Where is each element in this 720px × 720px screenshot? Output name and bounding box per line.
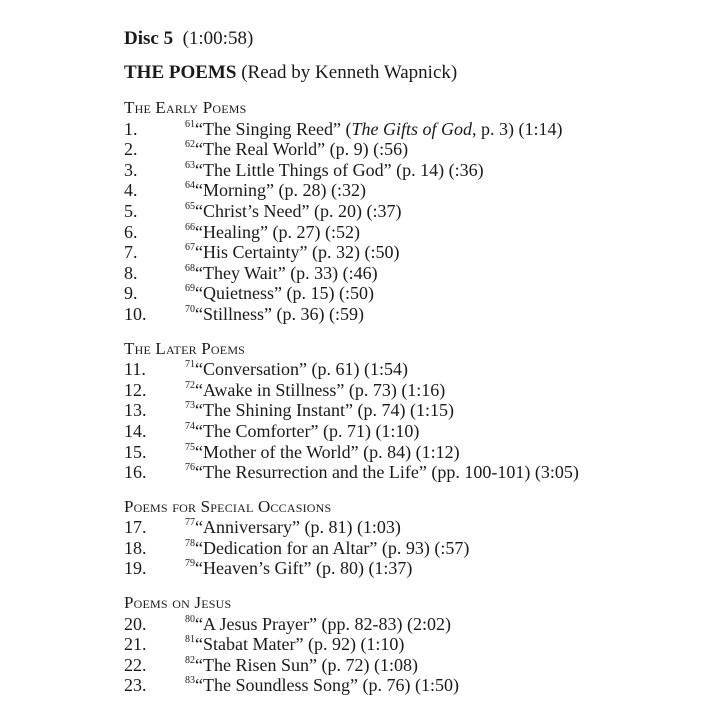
- footnote-marker: 80: [185, 613, 195, 625]
- track-number: 10.: [124, 303, 147, 324]
- track-body: [185, 359, 408, 380]
- track-number: 9.: [124, 283, 138, 304]
- reference-text: (p. 14) (:36): [391, 159, 484, 180]
- footnote-marker: 71: [185, 359, 195, 371]
- track-number: 5.: [124, 200, 138, 221]
- track-number: 17.: [124, 517, 147, 538]
- poems-reader: (Read by Kenneth Wapnick): [241, 62, 458, 83]
- track-entry: [124, 119, 714, 140]
- track-entry: [124, 558, 714, 579]
- track-entry: [124, 462, 714, 483]
- track-entry: [124, 634, 714, 655]
- poem-title: “Quietness”: [195, 283, 282, 304]
- footnote-marker: 76: [185, 462, 195, 474]
- track-entry: [124, 442, 714, 463]
- footnote-marker: 68: [185, 262, 195, 274]
- poem-title: “Mother of the World”: [195, 441, 359, 462]
- footnote-marker: 81: [185, 634, 195, 646]
- track-body: [185, 180, 366, 201]
- reference-text: (pp. 100-101) (3:05): [426, 462, 579, 483]
- track-body: [185, 283, 374, 304]
- poem-title: “Awake in Stillness”: [195, 379, 345, 400]
- poem-title: “The Risen Sun”: [195, 654, 317, 675]
- poem-title: “Christ’s Need”: [195, 200, 310, 221]
- reference-text: (p. 61) (1:54): [306, 359, 408, 380]
- footnote-marker: 75: [185, 441, 195, 453]
- reference-text-post: , p. 3) (1:14): [471, 118, 563, 139]
- poem-title: “Anniversary”: [195, 517, 300, 538]
- footnote-marker: 73: [185, 400, 195, 412]
- reference-text: (pp. 82-83) (2:02): [316, 613, 451, 634]
- sections-container: [124, 98, 714, 696]
- footnote-marker: 69: [185, 283, 195, 295]
- section-heading: The Later Poems: [124, 338, 246, 358]
- footnote-marker: 77: [185, 517, 195, 529]
- track-entry: [124, 263, 714, 284]
- poem-title: “The Little Things of God”: [195, 159, 392, 180]
- footnote-marker: 63: [185, 159, 195, 171]
- footnote-marker: 82: [185, 654, 195, 666]
- track-body: [185, 675, 459, 696]
- reference-text: (p. 74) (1:15): [352, 400, 454, 421]
- section: [124, 593, 714, 696]
- track-entry: [124, 222, 714, 243]
- reference-text: (p. 76) (1:50): [357, 675, 459, 696]
- poems-header: [124, 60, 714, 86]
- track-number: 23.: [124, 675, 147, 696]
- reference-text: (p. 36) (:59): [272, 303, 364, 324]
- track-body: [185, 558, 412, 579]
- track-number: 14.: [124, 420, 147, 441]
- poem-title: “The Resurrection and the Life”: [195, 462, 427, 483]
- reference-text: (p. 84) (1:12): [358, 441, 460, 462]
- poem-title: “They Wait”: [195, 262, 286, 283]
- disc-duration: (1:00:58): [182, 28, 254, 49]
- reference-text: (p. 92) (1:10): [303, 634, 405, 655]
- track-body: [185, 462, 579, 483]
- footnote-marker: 66: [185, 221, 195, 233]
- track-number: 8.: [124, 262, 138, 283]
- reference-text: (p. 93) (:57): [377, 537, 470, 558]
- track-number: 2.: [124, 139, 138, 160]
- poem-title: “Conversation”: [195, 359, 307, 380]
- track-body: [185, 222, 360, 243]
- reference-text: (: [340, 118, 352, 139]
- poem-title: “Stillness”: [195, 303, 272, 324]
- track-number: 11.: [124, 359, 146, 380]
- footnote-marker: 78: [185, 537, 195, 549]
- poem-title: “Stabat Mater”: [195, 634, 304, 655]
- track-body: [185, 160, 484, 181]
- poem-title: “Heaven’s Gift”: [195, 558, 312, 579]
- reference-text: (p. 72) (1:08): [316, 654, 418, 675]
- poem-title: “The Soundless Song”: [195, 675, 358, 696]
- reference-text: (p. 80) (1:37): [311, 558, 413, 579]
- track-body: [185, 655, 418, 676]
- track-entry: [124, 242, 714, 263]
- reference-text: (p. 73) (1:16): [344, 379, 446, 400]
- section: [124, 339, 714, 483]
- reference-text: (p. 32) (:50): [307, 242, 400, 263]
- section-heading: Poems on Jesus: [124, 593, 232, 613]
- track-entry: [124, 160, 714, 181]
- track-number: 4.: [124, 180, 138, 201]
- section-heading: Poems for Special Occasions: [124, 496, 332, 516]
- track-entry: [124, 359, 714, 380]
- track-entry: [124, 400, 714, 421]
- track-number: 16.: [124, 462, 147, 483]
- track-entry: [124, 180, 714, 201]
- section: [124, 98, 714, 325]
- poem-title: “The Comforter”: [195, 420, 319, 441]
- footnote-marker: 74: [185, 420, 195, 432]
- track-number: 20.: [124, 613, 147, 634]
- footnote-marker: 64: [185, 180, 195, 192]
- reference-text: (p. 20) (:37): [309, 200, 402, 221]
- track-number: 3.: [124, 159, 138, 180]
- track-entry: [124, 517, 714, 538]
- reference-text: (p. 27) (:52): [267, 221, 360, 242]
- track-entry: [124, 201, 714, 222]
- track-body: [185, 139, 408, 160]
- poems-heading: THE POEMS: [124, 62, 237, 83]
- reference-text: (p. 71) (1:10): [318, 420, 420, 441]
- track-entry: [124, 139, 714, 160]
- track-number: 22.: [124, 654, 147, 675]
- track-body: [185, 242, 399, 263]
- track-body: [185, 201, 401, 222]
- section-heading: The Early Poems: [124, 98, 247, 117]
- track-number: 6.: [124, 221, 138, 242]
- track-number: 12.: [124, 379, 147, 400]
- disc-header: [124, 26, 714, 52]
- track-body: [185, 263, 378, 284]
- track-entry: [124, 380, 714, 401]
- track-number: 18.: [124, 537, 147, 558]
- reference-text: (p. 81) (1:03): [299, 517, 401, 538]
- track-body: [185, 380, 445, 401]
- track-entry: [124, 283, 714, 304]
- track-body: [185, 442, 460, 463]
- track-number: 1.: [124, 118, 138, 139]
- poem-title: “The Real World”: [195, 139, 326, 160]
- track-body: [185, 517, 401, 538]
- track-entry: [124, 655, 714, 676]
- footnote-marker: 72: [185, 379, 195, 391]
- track-entry: [124, 614, 714, 635]
- poem-title: “The Shining Instant”: [195, 400, 353, 421]
- poem-title: “Dedication for an Altar”: [195, 537, 378, 558]
- track-body: [185, 614, 451, 635]
- footnote-marker: 67: [185, 242, 195, 254]
- track-number: 7.: [124, 242, 138, 263]
- track-listing-page: [124, 26, 714, 696]
- track-number: 15.: [124, 441, 147, 462]
- track-entry: [124, 304, 714, 325]
- disc-label: Disc 5: [124, 28, 174, 49]
- book-title: The Gifts of God: [351, 118, 472, 139]
- reference-text: (p. 28) (:32): [273, 180, 366, 201]
- track-body: [185, 538, 469, 559]
- track-number: 13.: [124, 400, 147, 421]
- footnote-marker: 70: [185, 303, 195, 315]
- track-entry: [124, 538, 714, 559]
- section: [124, 497, 714, 579]
- poem-title: “The Singing Reed”: [195, 118, 341, 139]
- track-body: [185, 421, 419, 442]
- footnote-marker: 65: [185, 200, 195, 212]
- track-body: [185, 634, 404, 655]
- track-body: [185, 119, 562, 140]
- reference-text: (p. 15) (:50): [281, 283, 374, 304]
- track-entry: [124, 421, 714, 442]
- footnote-marker: 61: [185, 118, 195, 130]
- track-number: 19.: [124, 558, 147, 579]
- poem-title: “A Jesus Prayer”: [195, 613, 317, 634]
- footnote-marker: 83: [185, 675, 195, 687]
- footnote-marker: 79: [185, 558, 195, 570]
- track-entry: [124, 675, 714, 696]
- track-body: [185, 304, 364, 325]
- reference-text: (p. 9) (:56): [325, 139, 409, 160]
- track-number: 21.: [124, 634, 147, 655]
- track-body: [185, 400, 454, 421]
- poem-title: “Healing”: [195, 221, 268, 242]
- footnote-marker: 62: [185, 139, 195, 151]
- poem-title: “Morning”: [195, 180, 274, 201]
- reference-text: (p. 33) (:46): [285, 262, 378, 283]
- poem-title: “His Certainty”: [195, 242, 308, 263]
